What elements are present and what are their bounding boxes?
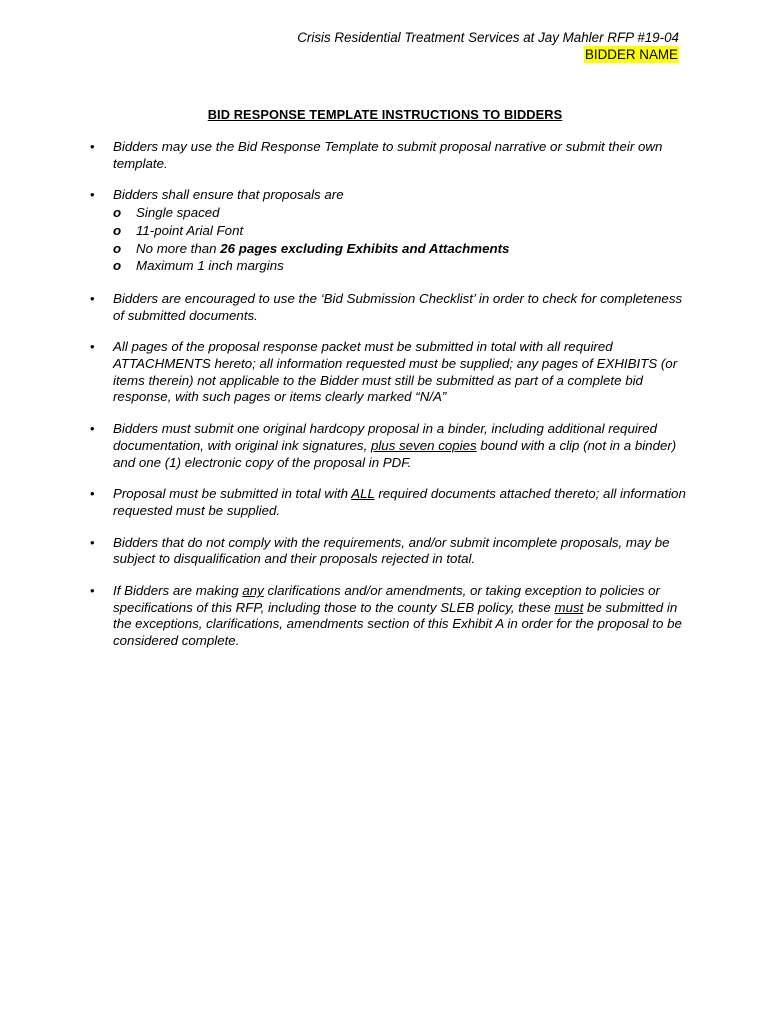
document-title: BID RESPONSE TEMPLATE INSTRUCTIONS TO BIDDERS <box>207 107 563 122</box>
instruction-text: If Bidders are making <box>113 583 243 599</box>
list-item <box>90 421 690 471</box>
bullet-icon: • <box>90 187 95 203</box>
bullet-icon: • <box>90 421 95 437</box>
list-item <box>90 583 690 650</box>
bullet-icon: • <box>90 339 95 355</box>
sublist-item <box>113 240 690 258</box>
bullet-icon: • <box>90 486 95 502</box>
list-item <box>90 535 690 568</box>
bullet-icon: • <box>90 139 95 154</box>
list-item <box>90 187 690 275</box>
instruction-text: bound with a clip (not in a binder) and one (1) electronic copy of the proposal in PDF. <box>113 437 677 470</box>
underlined-text: must <box>554 599 584 615</box>
sublist-item <box>113 222 690 240</box>
list-item <box>90 339 690 406</box>
instructions-list <box>90 139 690 650</box>
bidder-name-highlight: BIDDER NAME <box>584 47 678 62</box>
circle-bullet-icon: o <box>113 258 122 274</box>
instruction-text: be submitted in the exceptions, clarifications, amendments section of this Exhibit A in order for the proposal to be considered complete. <box>113 599 682 649</box>
list-item <box>90 486 690 519</box>
sublist-item <box>113 257 690 275</box>
instruction-text: Proposal must be submitted in total with <box>113 486 352 502</box>
page-limit-emphasis: 26 pages excluding Exhibits and Attachments <box>220 240 510 256</box>
underlined-text: ALL <box>351 486 375 502</box>
instruction-text: Bidders must submit one original hardcopy proposal in a binder, including additional required documentation, with original ink signatures, <box>113 421 658 453</box>
proposal-format-sublist <box>113 204 690 275</box>
sublist-text: 11-point Arial Font <box>136 222 244 238</box>
instruction-text: Bidders that do not comply with the requirements, and/or submit incomplete proposals, may be subject to disqualification and their proposals rejected in total. <box>113 534 670 567</box>
bullet-icon: • <box>90 290 95 306</box>
sublist-text: Single spaced <box>136 205 220 221</box>
sublist-item <box>113 204 690 222</box>
underlined-text: plus seven copies <box>370 437 477 453</box>
sublist-text: No more than <box>136 240 221 256</box>
bullet-icon: • <box>90 583 95 599</box>
list-item <box>90 139 690 172</box>
sublist-text: Maximum 1 inch margins <box>136 258 284 274</box>
underlined-text: any <box>242 583 264 599</box>
instruction-text: Bidders shall ensure that proposals are <box>113 187 344 203</box>
instruction-text: clarifications and/or amendments, or taking exception to policies or specifications of this RFP, including those to the county SLEB policy, these <box>113 583 660 615</box>
instruction-text: required documents attached thereto; all information requested must be supplied. <box>113 486 686 518</box>
circle-bullet-icon: o <box>113 205 122 221</box>
circle-bullet-icon: o <box>113 222 122 238</box>
instruction-text: Bidders may use the Bid Response Template to submit proposal narrative or submit their own template. <box>113 139 663 171</box>
page-header <box>297 29 679 63</box>
list-item <box>90 291 690 324</box>
bullet-icon: • <box>90 534 95 550</box>
circle-bullet-icon: o <box>113 240 122 256</box>
header-title: Crisis Residential Treatment Services at Jay Mahler RFP #19-04 <box>297 30 679 45</box>
instruction-text: Bidders are encouraged to use the ‘Bid Submission Checklist’ in order to check for completeness of submitted documents. <box>113 290 683 323</box>
instruction-text: All pages of the proposal response packet must be submitted in total with all required ATTACHMENTS hereto; all information requested must be supplied; any pages of EXHIBITS (or items therein) not applicable to the Bidder must still be submitted as part of a complete bid response, with such pages or items clearly marked “N/A” <box>113 339 678 405</box>
